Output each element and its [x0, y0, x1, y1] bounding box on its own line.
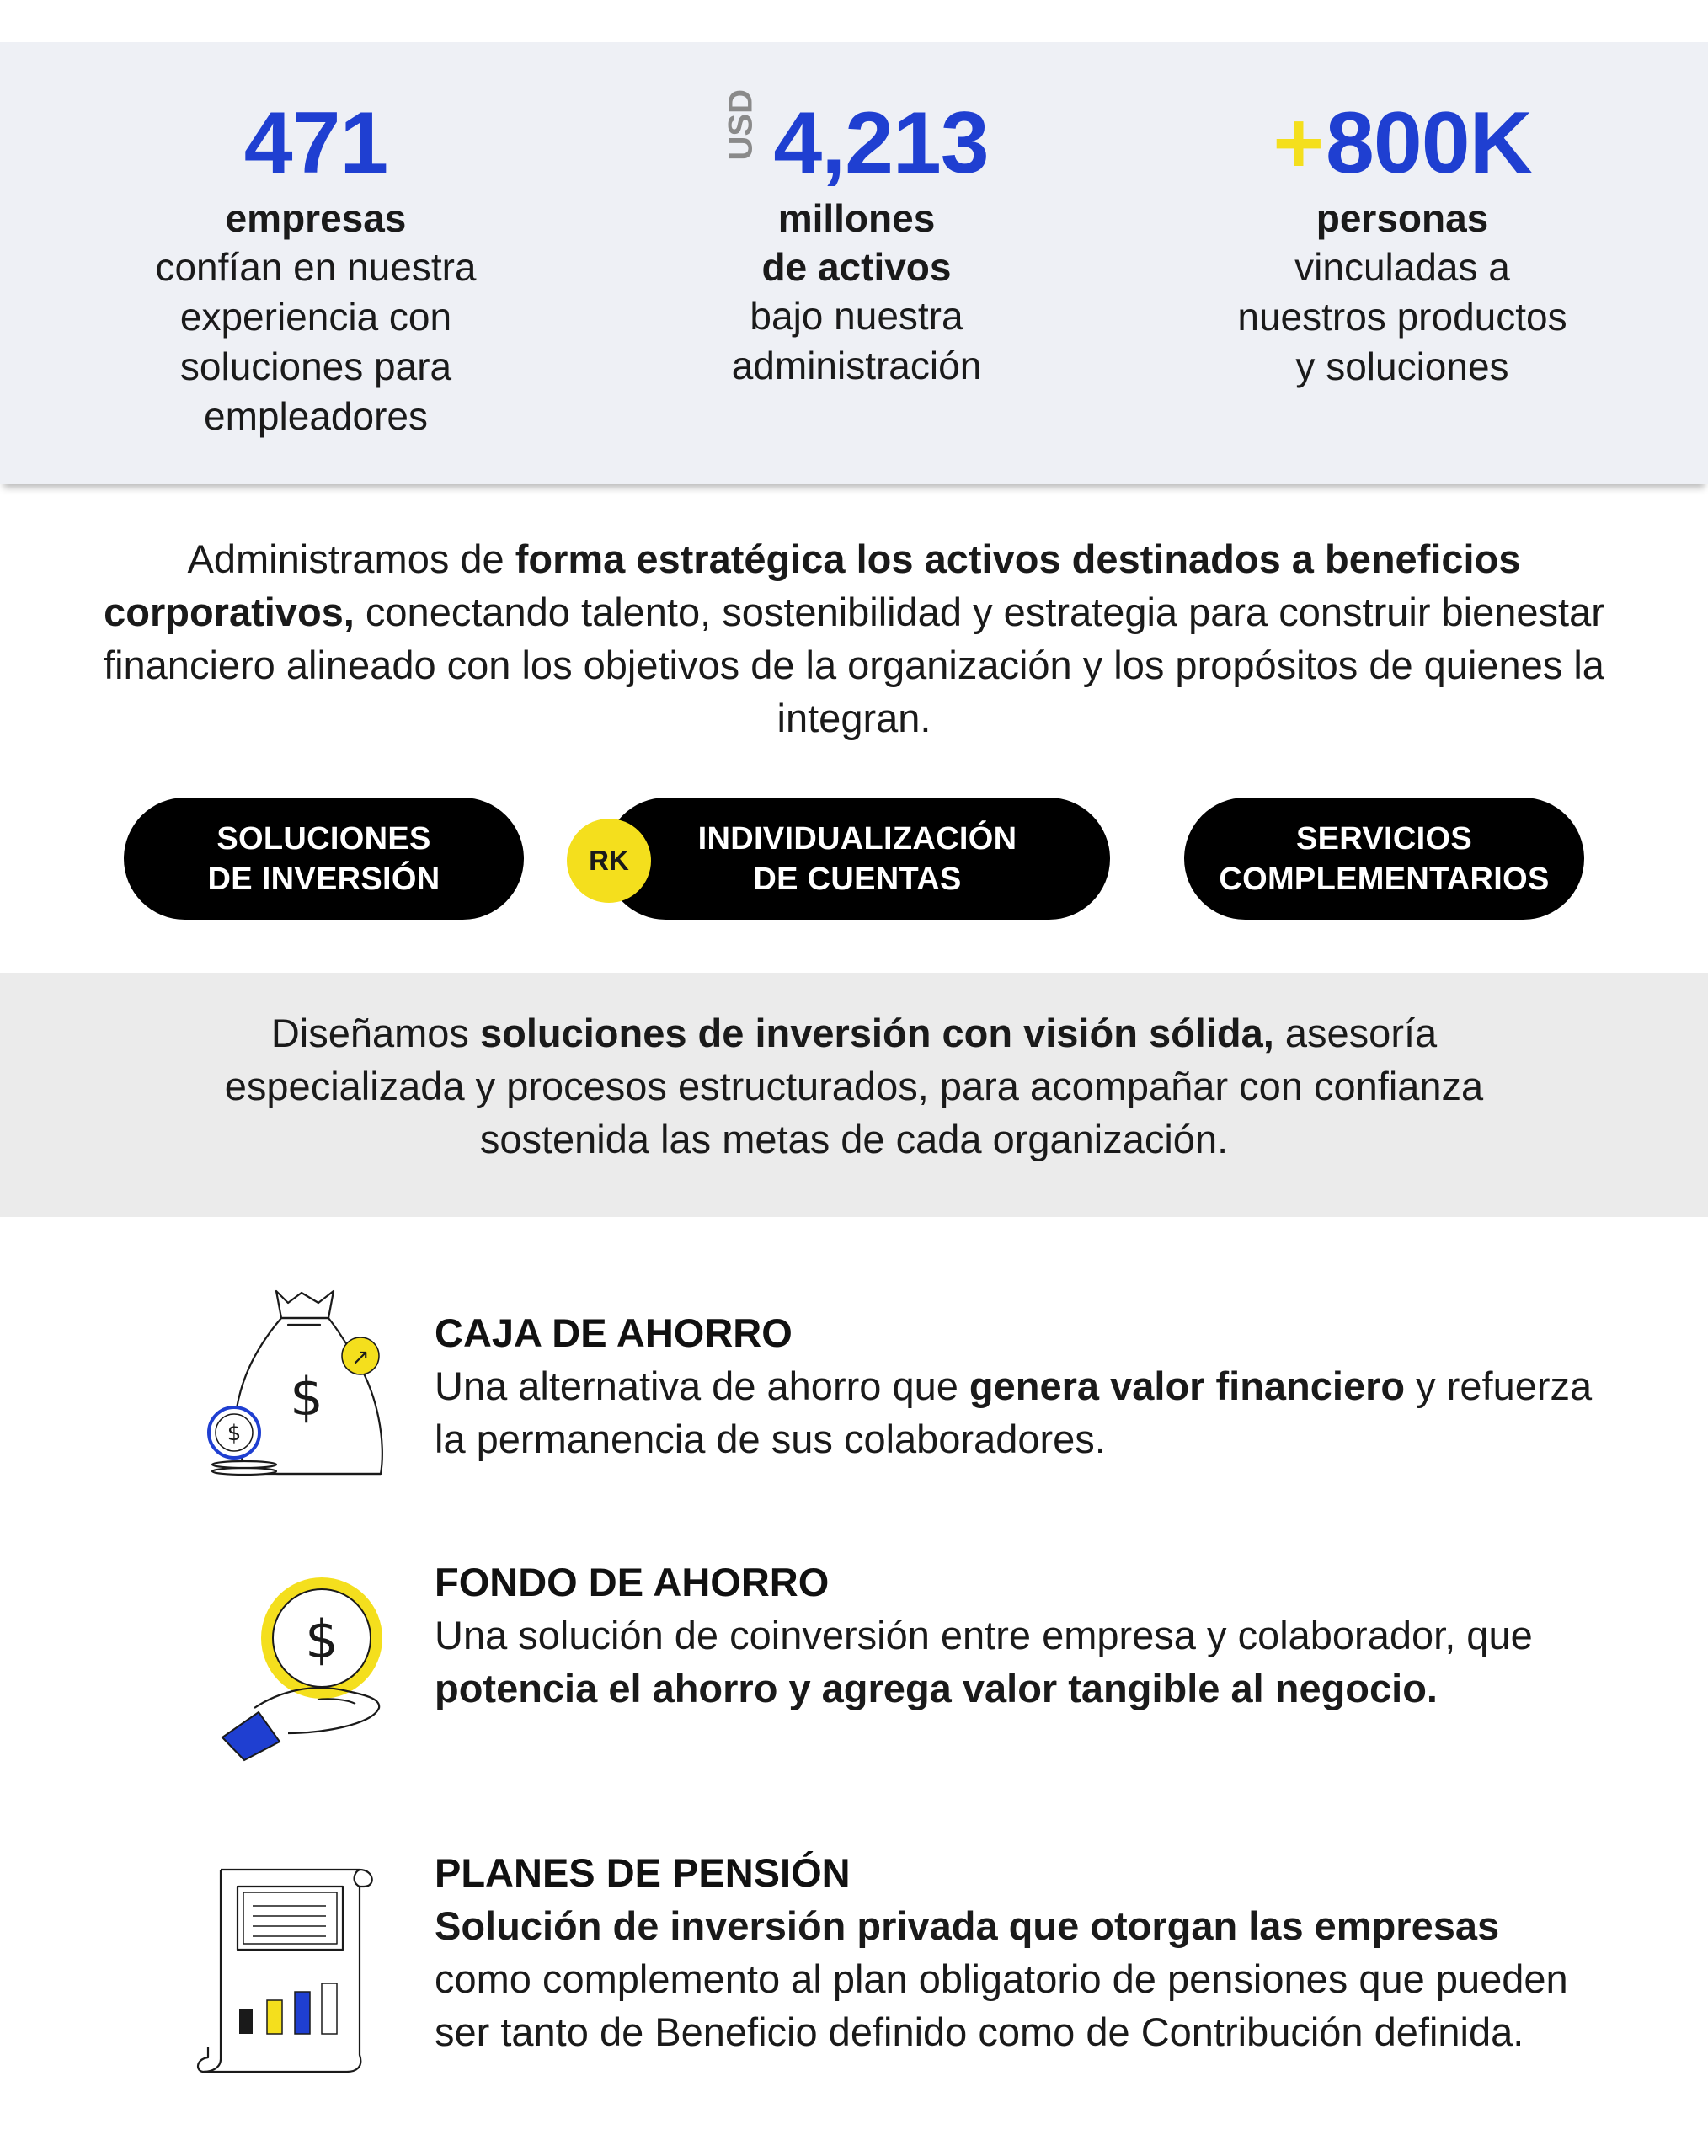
product-description [435, 1359, 1597, 1465]
stat-line: empleadores [204, 394, 428, 438]
stat-line: experiencia con [179, 295, 452, 339]
pill-label-line: DE CUENTAS [753, 861, 962, 897]
product-description [435, 1899, 1597, 2058]
stat-number: 471 [243, 94, 388, 192]
stat-head [1133, 93, 1672, 194]
stat-assets [587, 88, 1126, 391]
intro-text: Administramos de [187, 536, 515, 581]
stat-line: y soluciones [1295, 344, 1509, 388]
pill-label-line: COMPLEMENTARIOS [1219, 861, 1550, 897]
pill-complementary-services[interactable] [1184, 798, 1584, 920]
product-fondo-ahorro [435, 1556, 1597, 1715]
coin-dollar-sign: $ [305, 1609, 339, 1670]
pill-label-line: INDIVIDUALIZACIÓN [697, 820, 1017, 857]
product-caja-ahorro [435, 1307, 1597, 1465]
stat-line: bajo nuestra [750, 294, 963, 338]
band-text: Diseñamos [270, 1011, 480, 1055]
desc-bold: potencia el ahorro y agrega valor tangible al negocio. [435, 1666, 1438, 1710]
band-paragraph [168, 1006, 1540, 1166]
desc-text: Una alternativa de ahorro que [435, 1364, 969, 1408]
money-bag-icon [194, 1284, 392, 1482]
stat-currency: USD [722, 88, 760, 160]
stat-companies [46, 93, 585, 441]
intro-bold: forma estratégica los activos destinados a beneficios corporativos, [104, 536, 1521, 634]
desc-text: como complemento al plan obligatorio de pensiones que pueden ser tanto de Beneficio definido como de Contribución definida. [435, 1956, 1568, 2054]
stat-line: nuestros productos [1237, 295, 1567, 339]
pill-investment-solutions[interactable] [124, 798, 524, 920]
pill-account-individualization[interactable] [605, 798, 1110, 920]
pill-label-line: DE INVERSIÓN [207, 861, 440, 897]
intro-paragraph [101, 532, 1607, 744]
desc-bold: genera valor financiero [969, 1364, 1406, 1408]
rk-badge: RK [567, 819, 651, 903]
pension-document-icon [195, 1865, 385, 2076]
desc-text: Una solución de coinversión entre empresa y colaborador, que [435, 1613, 1533, 1657]
band-text: asesoría especializada y procesos estructurados, para acompañar con confianza sostenida las metas de cada organización. [224, 1011, 1484, 1161]
stat-bold-line: empresas [225, 196, 407, 240]
product-planes-pension [435, 1847, 1597, 2058]
intro-text: conectando talento, sostenibilidad y estrategia para construir bienestar financiero alineado con los objetivos de la organización y los propósitos de quienes la integran. [104, 590, 1604, 740]
coin-dollar-sign: $ [227, 1421, 242, 1446]
stat-number: 4,213 [773, 94, 989, 192]
product-description [435, 1609, 1597, 1715]
desc-bold: Solución de inversión privada que otorgan las empresas [435, 1903, 1500, 1948]
stat-head [587, 88, 1126, 194]
stats-section [0, 42, 1708, 484]
stat-people [1133, 93, 1672, 392]
coin-hand-icon [221, 1573, 389, 1763]
stat-number: 800K [1326, 94, 1532, 192]
bag-dollar-sign: $ [290, 1366, 323, 1428]
stat-line: vinculadas a [1294, 245, 1510, 289]
stat-bold-line: personas [1316, 196, 1489, 240]
stat-line: soluciones para [179, 344, 452, 388]
stat-bold-line: de activos [761, 245, 952, 289]
product-title: CAJA DE AHORRO [435, 1310, 793, 1355]
stat-plus-sign: + [1273, 94, 1325, 192]
stat-line: administración [731, 344, 982, 387]
band-bold: soluciones de inversión con visión sólida, [479, 1011, 1274, 1055]
stat-line: confían en nuestra [155, 245, 477, 289]
pill-label-line: SOLUCIONES [216, 820, 431, 857]
investment-band [0, 973, 1708, 1217]
product-title: PLANES DE PENSIÓN [435, 1850, 851, 1895]
growth-arrow: ↗ [351, 1345, 370, 1370]
pill-label-line: SERVICIOS [1296, 820, 1472, 857]
product-title: FONDO DE AHORRO [435, 1560, 830, 1604]
stat-bold-line: millones [777, 196, 936, 240]
desc-text: y refuerza la permanencia de sus colaboradores. [435, 1364, 1593, 1461]
stat-head [46, 93, 585, 194]
